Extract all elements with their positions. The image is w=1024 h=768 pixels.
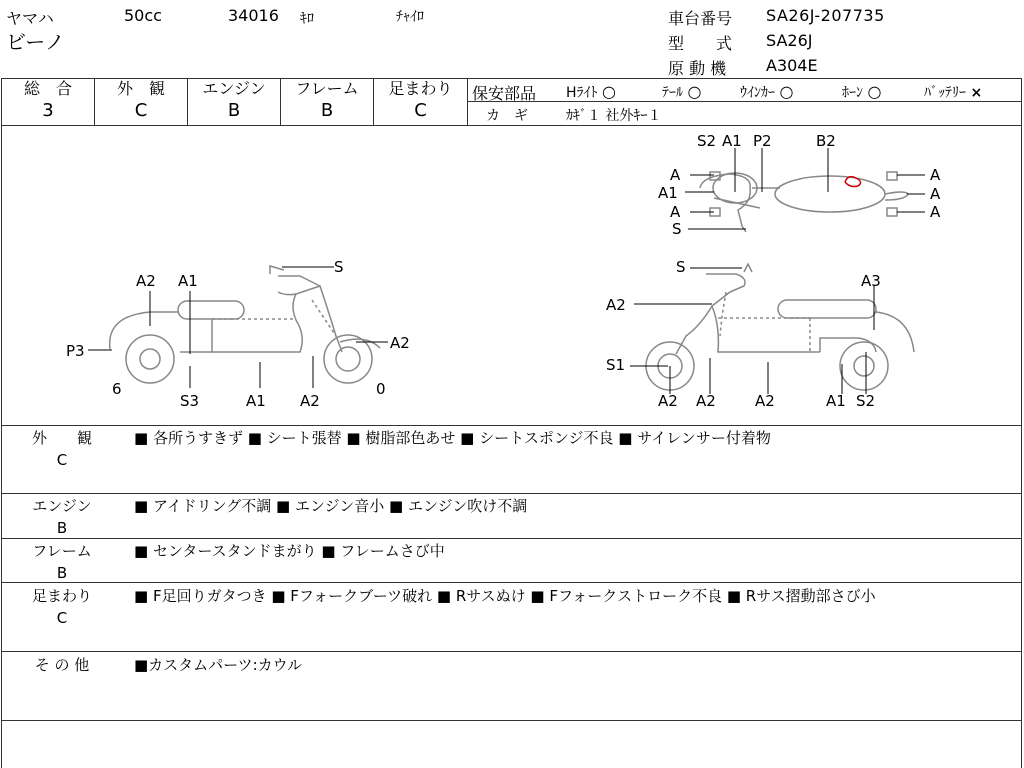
engine-label: 原 動 機 bbox=[668, 59, 727, 78]
safety-item-status: ○ bbox=[867, 82, 882, 101]
grade-exterior bbox=[95, 80, 187, 124]
remark-head bbox=[22, 427, 102, 471]
marker-label: S bbox=[334, 258, 344, 276]
marker-label: A2 bbox=[696, 392, 716, 410]
keys-label: カ ギ bbox=[486, 108, 528, 124]
seat-left bbox=[178, 301, 244, 319]
grade-label: 外 観 bbox=[116, 79, 165, 98]
marker-label: A2 bbox=[755, 392, 775, 410]
grade-frame bbox=[281, 80, 373, 124]
safety-item-status: ○ bbox=[687, 82, 702, 101]
grade-overall bbox=[2, 80, 94, 124]
remark-divider bbox=[1, 538, 1022, 539]
remark-category: フレーム bbox=[32, 542, 92, 560]
grade-value: C bbox=[134, 100, 148, 121]
marker-label: A1 bbox=[658, 184, 678, 202]
seat-right bbox=[778, 300, 876, 318]
grade-label: エンジン bbox=[202, 79, 266, 98]
marker-label: A bbox=[930, 166, 941, 184]
remark-text: ■ センタースタンドまがり ■ フレームさび中 bbox=[134, 542, 445, 560]
grade-value: C bbox=[414, 100, 427, 121]
safety-item-name: Hﾗｲﾄ bbox=[566, 85, 598, 101]
safety-item-horn bbox=[842, 82, 881, 102]
remark-grade: B bbox=[56, 519, 68, 537]
marker-label: A1 bbox=[246, 392, 266, 410]
remark-grade: C bbox=[56, 451, 68, 469]
remark-divider bbox=[1, 493, 1022, 494]
remark-category: 外 観 bbox=[31, 429, 92, 447]
safety-item-battery bbox=[924, 82, 982, 102]
remark-text: ■ 各所うすきず ■ シート張替 ■ 樹脂部色あせ ■ シートスポンジ不良 ■ サイレンサー付着物 bbox=[134, 429, 771, 447]
grade-label: 総 合 bbox=[23, 79, 72, 98]
marker-label: P3 bbox=[66, 342, 85, 360]
marker-label: S3 bbox=[180, 392, 200, 410]
marker-label: P2 bbox=[753, 132, 772, 150]
displacement: 50cc bbox=[124, 6, 162, 25]
rear-wheel-right bbox=[840, 342, 888, 390]
marker-label: A3 bbox=[861, 272, 881, 290]
safety-item-headlight bbox=[566, 82, 616, 102]
safety-item-status: ○ bbox=[779, 82, 794, 101]
safety-item-name: ｳｲﾝｶｰ bbox=[740, 85, 775, 101]
marker-label: A1 bbox=[178, 272, 198, 290]
safety-item-status: ○ bbox=[601, 82, 616, 101]
marker-label: S bbox=[676, 258, 686, 276]
grade-label: フレーム bbox=[295, 79, 359, 98]
top-view-handlebar bbox=[700, 174, 750, 232]
remark-grade: C bbox=[56, 609, 68, 627]
mileage-unit: ｷﾛ bbox=[300, 11, 314, 27]
remark-divider bbox=[1, 582, 1022, 583]
remark-divider bbox=[1, 651, 1022, 652]
remark-head bbox=[22, 585, 102, 629]
keys-value: ｶｷﾞ１ 社外ｷｰ１ bbox=[566, 108, 662, 124]
safety-item-name: ﾎｰﾝ bbox=[842, 85, 863, 101]
marker-label: 0 bbox=[376, 380, 386, 398]
marker-label: S1 bbox=[606, 356, 626, 374]
marker-label: A bbox=[930, 203, 941, 221]
remarks-top-line bbox=[1, 425, 1022, 426]
remark-text: ■ アイドリング不調 ■ エンジン音小 ■ エンジン吹け不調 bbox=[134, 497, 528, 515]
remark-text: ■ F足回りガタつき ■ Fフォークブーツ破れ ■ Rサスぬけ ■ Fフォークストローク不良 ■ Rサス摺動部さび小 bbox=[134, 587, 876, 605]
marker-label: S2 bbox=[856, 392, 876, 410]
marker-label: A bbox=[930, 185, 941, 203]
safety-item-status: × bbox=[970, 85, 983, 101]
remark-head bbox=[22, 654, 102, 676]
safety-label: 保安部品 bbox=[472, 84, 537, 103]
grade-value: B bbox=[227, 100, 241, 121]
remark-text: ■カスタムパーツ:カウル bbox=[134, 656, 303, 674]
safety-item-name: ﾊﾞｯﾃﾘｰ bbox=[924, 85, 966, 101]
rear-wheel-left bbox=[126, 335, 174, 383]
marker-label: 6 bbox=[112, 380, 122, 398]
remark-head bbox=[22, 495, 102, 539]
color-value: ﾁｬｲﾛ bbox=[396, 9, 424, 25]
marker-label: A2 bbox=[136, 272, 156, 290]
engine-value: A304E bbox=[766, 56, 818, 75]
condition-diagram bbox=[0, 126, 1024, 426]
top-view-body bbox=[775, 176, 885, 212]
marker-label: A1 bbox=[722, 132, 742, 150]
type-label: 型 式 bbox=[668, 34, 733, 53]
grade-divider bbox=[467, 78, 468, 125]
grade-label: 足まわり bbox=[388, 79, 453, 98]
mileage-value: 34016 bbox=[228, 6, 279, 25]
remark-grade: B bbox=[56, 564, 68, 582]
remark-head bbox=[22, 540, 102, 584]
grade-engine bbox=[188, 80, 280, 124]
marker-label: A2 bbox=[300, 392, 320, 410]
frame-no-value: SA26J-207735 bbox=[766, 6, 885, 25]
marker-label: A2 bbox=[658, 392, 678, 410]
grade-value: 3 bbox=[42, 100, 54, 121]
marker-label: A1 bbox=[826, 392, 846, 410]
marker-label: A bbox=[670, 203, 681, 221]
marker-label: A bbox=[670, 166, 681, 184]
maker-name: ヤマハ bbox=[6, 9, 54, 28]
remark-category: エンジン bbox=[32, 497, 92, 515]
frame-no-label: 車台番号 bbox=[668, 9, 733, 28]
marker-label: A2 bbox=[606, 296, 626, 314]
marker-label: A2 bbox=[390, 334, 410, 352]
safety-item-winker bbox=[740, 82, 793, 102]
grade-value: B bbox=[320, 100, 334, 121]
type-value: SA26J bbox=[766, 31, 813, 50]
remark-category: 足まわり bbox=[31, 587, 92, 605]
safety-item-tail bbox=[662, 82, 701, 102]
model-name: ビーノ bbox=[6, 30, 65, 54]
marker-label: S bbox=[672, 220, 682, 238]
marker-label: B2 bbox=[816, 132, 836, 150]
marker-label: S2 bbox=[697, 132, 717, 150]
remark-divider bbox=[1, 720, 1022, 721]
grade-suspension bbox=[374, 80, 467, 124]
remark-category: そ の 他 bbox=[34, 656, 90, 674]
safety-item-name: ﾃｰﾙ bbox=[662, 85, 683, 101]
